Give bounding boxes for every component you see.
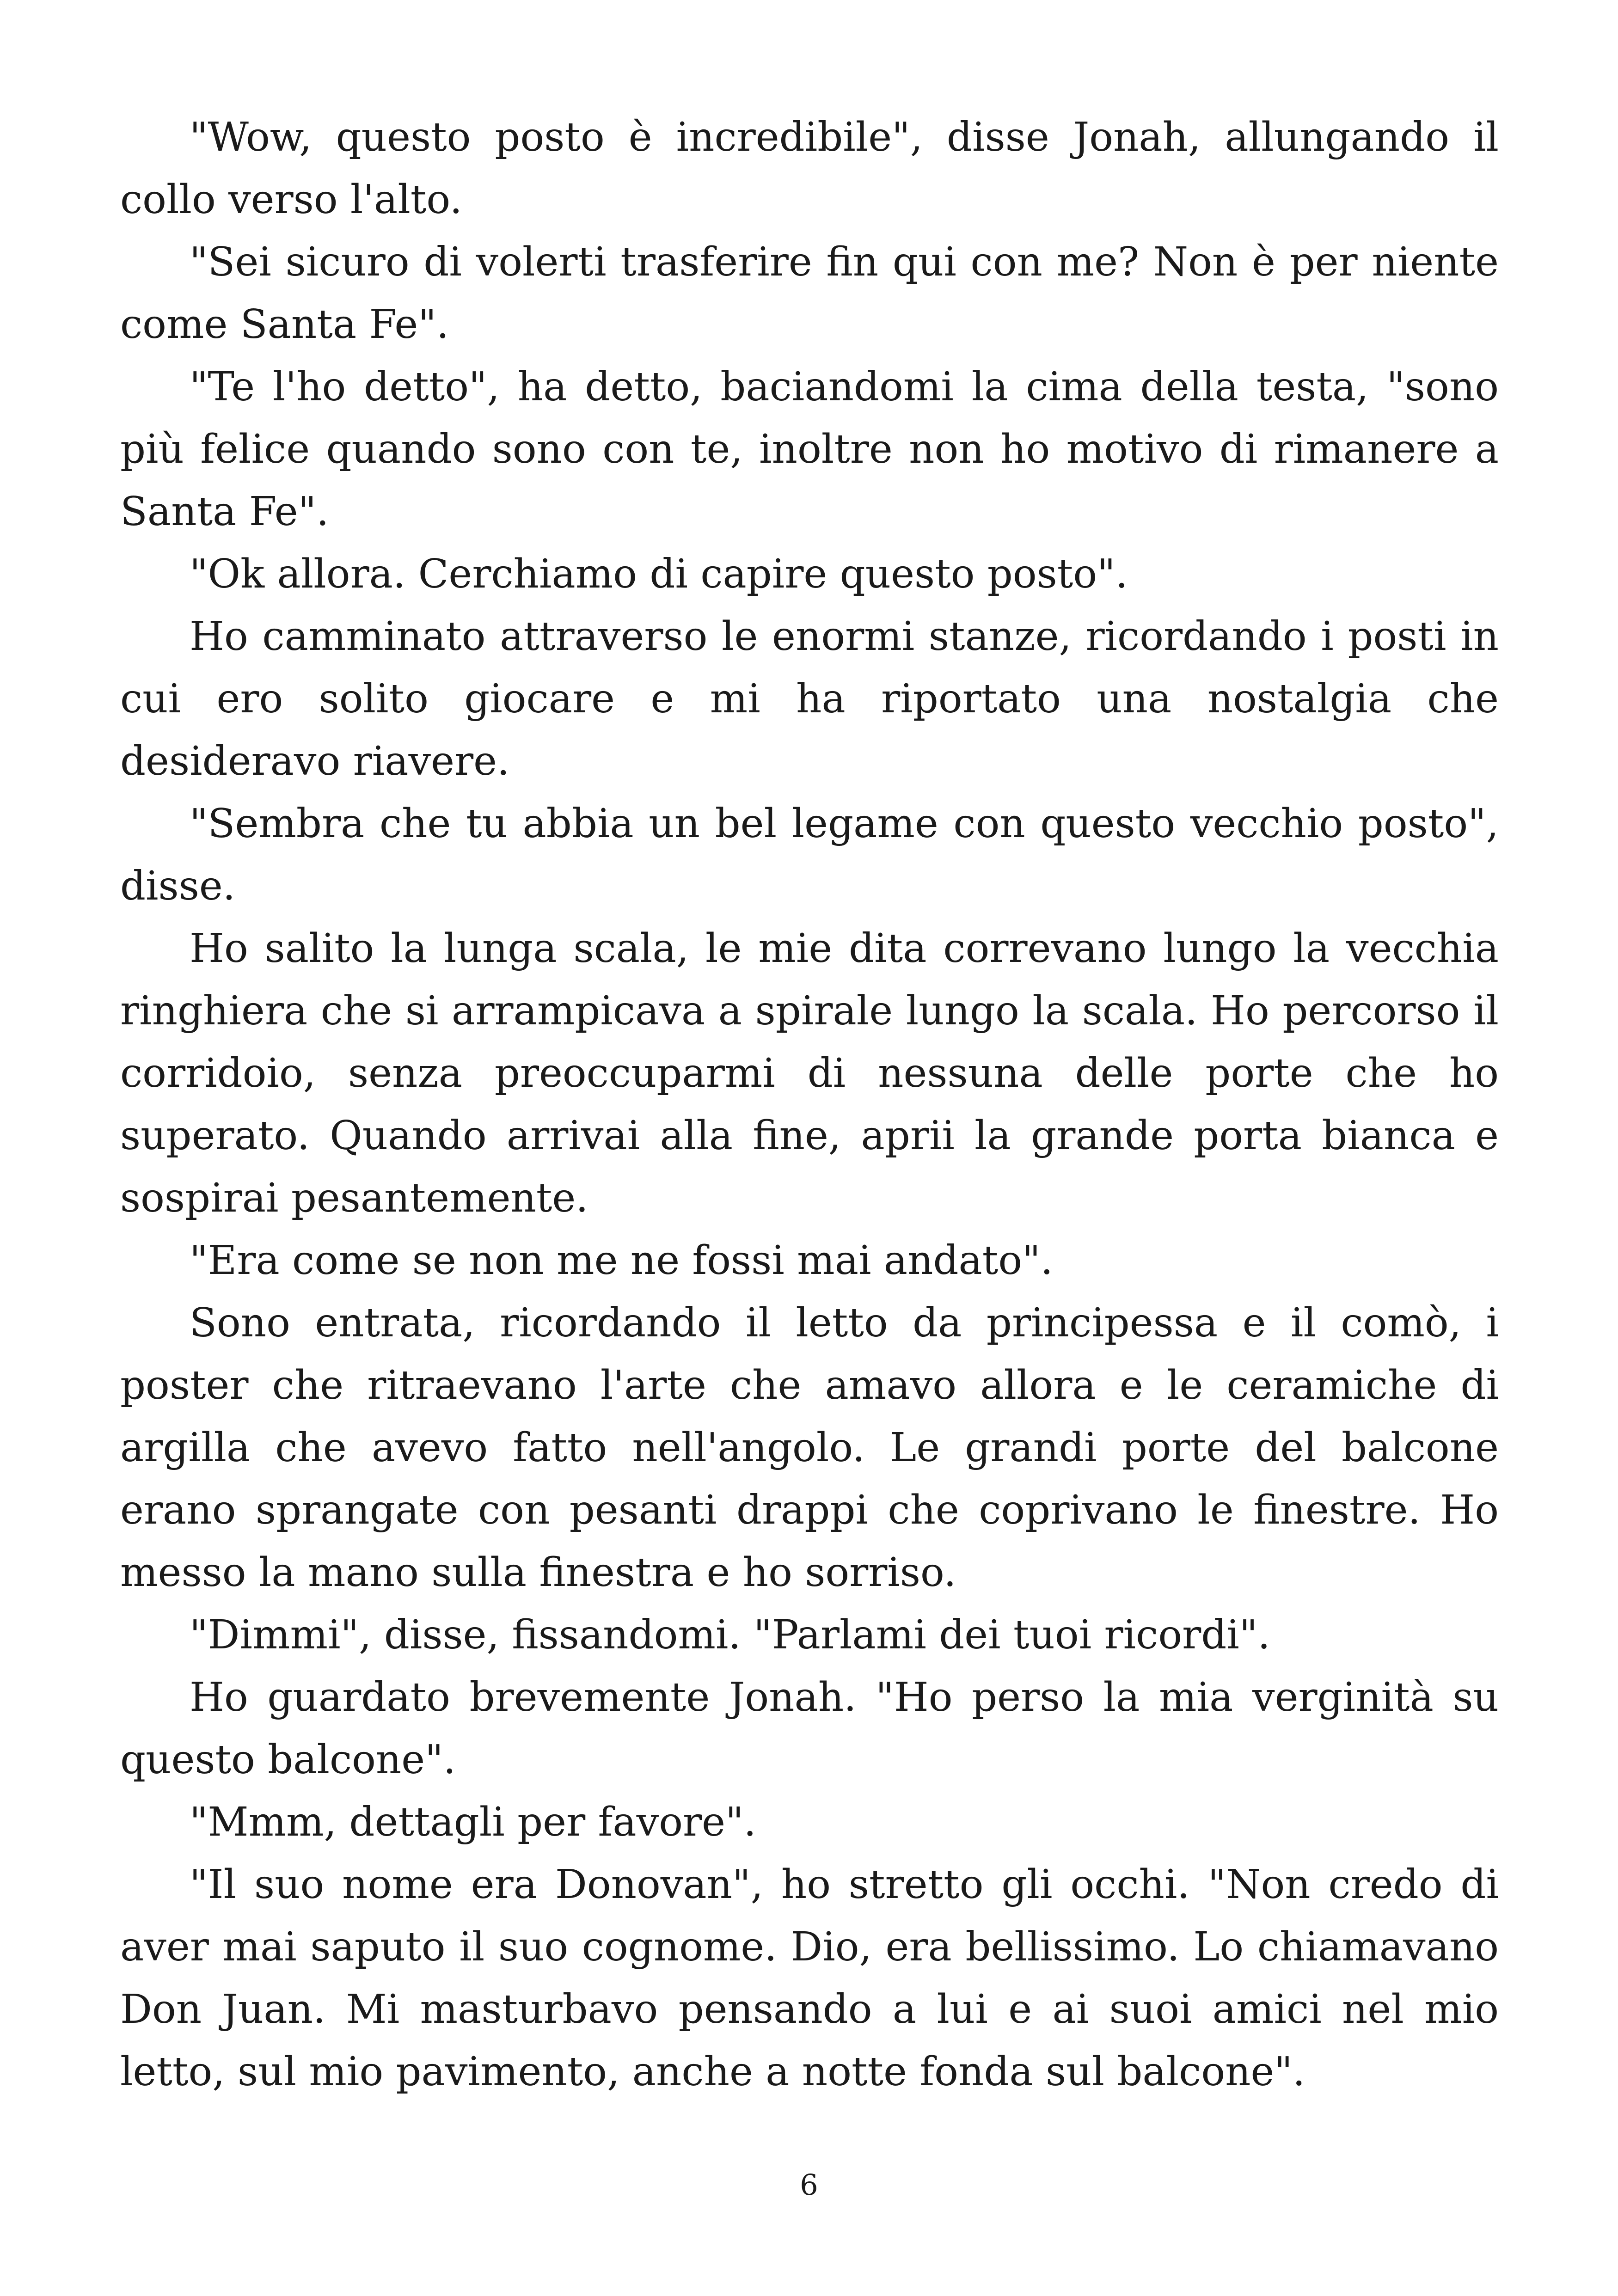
paragraph: "Ok allora. Cerchiamo di capire questo posto". bbox=[190, 551, 1128, 597]
paragraph: "Sei sicuro di volerti trasferire fin qui con me? Non è per niente come Santa Fe". bbox=[120, 239, 1499, 348]
page-body bbox=[120, 106, 1499, 2103]
paragraph: Ho salito la lunga scala, le mie dita correvano lungo la vecchia ringhiera che si arrampicava a spirale lungo la scala. Ho percorso il corridoio, senza preoccuparmi di nessuna delle porte che ho superato. Quando arrivai alla fine, aprii la grande porta bianca e sospirai pesantemente. bbox=[120, 925, 1499, 1221]
page-number: 6 bbox=[800, 2168, 818, 2202]
paragraph: "Era come se non me ne fossi mai andato". bbox=[190, 1237, 1054, 1284]
paragraph: Ho camminato attraverso le enormi stanze, ricordando i posti in cui ero solito giocare e mi ha riportato una nostalgia che desideravo riavere. bbox=[120, 613, 1499, 784]
paragraph: "Mmm, dettagli per favore". bbox=[190, 1799, 756, 1845]
paragraph: "Sembra che tu abbia un bel legame con questo vecchio posto", disse. bbox=[120, 801, 1499, 909]
paragraph: "Wow, questo posto è incredibile", disse Jonah, allungando il collo verso l'alto. bbox=[120, 114, 1499, 223]
paragraph: Ho guardato brevemente Jonah. "Ho perso la mia verginità su questo balcone". bbox=[120, 1674, 1499, 1783]
paragraph: "Dimmi", disse, fissandomi. "Parlami dei tuoi ricordi". bbox=[190, 1612, 1270, 1658]
paragraph: "Il suo nome era Donovan", ho stretto gli occhi. "Non credo di aver mai saputo il suo cognome. Dio, era bellissimo. Lo chiamavano Don Juan. Mi masturbavo pensando a lui e ai suoi amici nel mio letto, sul mio pavimento, anche a notte fonda sul balcone". bbox=[120, 1861, 1499, 2095]
paragraph: Sono entrata, ricordando il letto da principessa e il comò, i poster che ritraevano l'arte che amavo allora e le ceramiche di argilla che avevo fatto nell'angolo. Le grandi porte del balcone erano sprangate con pesanti drappi che coprivano le finestre. Ho messo la mano sulla finestra e ho sorriso. bbox=[120, 1300, 1499, 1596]
paragraph: "Te l'ho detto", ha detto, baciandomi la cima della testa, "sono più felice quando sono con te, inoltre non ho motivo di rimanere a Santa Fe". bbox=[120, 364, 1499, 535]
